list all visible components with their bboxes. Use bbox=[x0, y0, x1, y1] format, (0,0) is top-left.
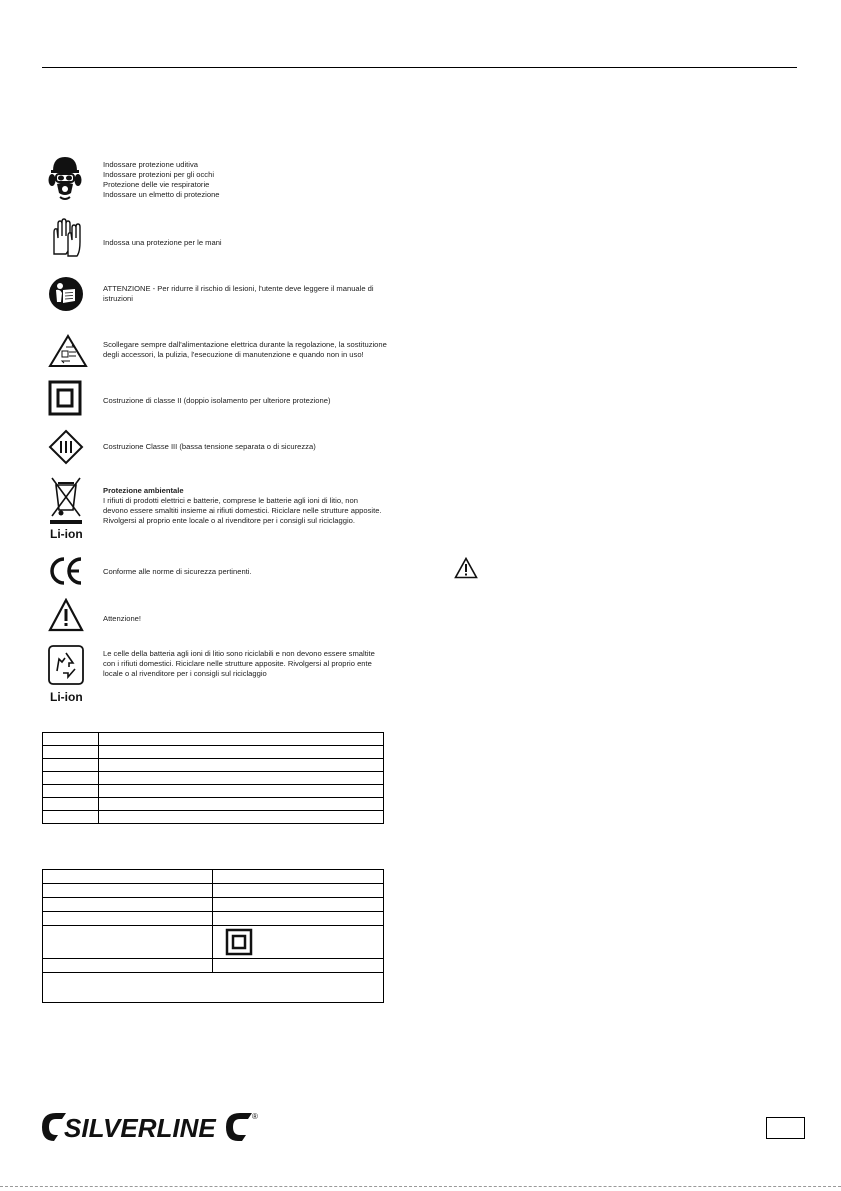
logo-text: SILVERLINE bbox=[64, 1113, 216, 1143]
table-cell bbox=[99, 785, 384, 798]
disconnect-power-icon bbox=[48, 334, 88, 368]
battery-recycle-text bbox=[103, 649, 433, 679]
table-cell bbox=[43, 912, 213, 926]
empty-table-2 bbox=[42, 869, 384, 1003]
ppe-line-hearing: Indossare protezione uditiva bbox=[103, 160, 198, 169]
disconnect-line-1: Scollegare sempre dall'alimentazione elettrica durante la regolazione, la sostituzione bbox=[103, 340, 387, 349]
table-row bbox=[43, 973, 384, 1003]
table-cell bbox=[213, 884, 384, 898]
bottom-dashed-rule bbox=[0, 1186, 841, 1187]
weee-title: Protezione ambientale bbox=[103, 486, 184, 495]
page-number-box bbox=[766, 1117, 805, 1139]
warning-triangle-small-icon bbox=[454, 557, 478, 579]
class2-text bbox=[103, 396, 423, 406]
table-cell bbox=[43, 746, 99, 759]
table-row bbox=[43, 759, 384, 772]
class-ii-small-icon bbox=[225, 928, 255, 956]
class3-line: Costruzione Classe III (bassa tensione separata o di sicurezza) bbox=[103, 442, 316, 451]
table-cell bbox=[43, 898, 213, 912]
table-row bbox=[43, 746, 384, 759]
table-row bbox=[43, 898, 384, 912]
table-cell bbox=[43, 959, 213, 973]
table-row bbox=[43, 926, 384, 959]
table-cell-footnote bbox=[43, 973, 384, 1003]
ppe-line-helmet: Indossare un elmetto di protezione bbox=[103, 190, 220, 199]
class3-text bbox=[103, 442, 423, 452]
gloves-text bbox=[103, 238, 403, 248]
table-cell bbox=[99, 759, 384, 772]
table-row bbox=[43, 733, 384, 746]
table-cell bbox=[213, 912, 384, 926]
ppe-text bbox=[103, 160, 403, 200]
battery-liion-label: Li-ion bbox=[50, 690, 83, 704]
table-cell bbox=[43, 772, 99, 785]
table-row bbox=[43, 912, 384, 926]
table-cell bbox=[43, 870, 213, 884]
weee-bin-icon bbox=[48, 476, 84, 540]
weee-text bbox=[103, 486, 433, 526]
table-row bbox=[43, 798, 384, 811]
ppe-line-eyes: Indossare protezioni per gli occhi bbox=[103, 170, 215, 179]
table-cell bbox=[213, 870, 384, 884]
table-cell bbox=[43, 798, 99, 811]
table-cell bbox=[213, 959, 384, 973]
weee-line-3: Rivolgersi al proprio ente locale o al rivenditore per i consigli sul riciclaggio. bbox=[103, 516, 355, 525]
battery-line-2: con i rifiuti domestici. Riciclare nelle strutture apposite. Rivolgersi al proprio ente bbox=[103, 659, 372, 668]
table-row bbox=[43, 959, 384, 973]
ce-mark-icon bbox=[48, 555, 84, 587]
table-row bbox=[43, 870, 384, 884]
table-cell bbox=[43, 884, 213, 898]
gloves-icon bbox=[48, 218, 84, 258]
battery-line-1: Le celle della batteria agli ioni di litio sono riciclabili e non devono essere smaltite bbox=[103, 649, 375, 658]
ppe-helmet-mask-icon bbox=[48, 153, 82, 203]
battery-line-3: locale o al rivenditore per i consigli sul riciclaggio bbox=[103, 669, 267, 678]
warning-line: Attenzione! bbox=[103, 614, 141, 623]
silverline-logo-mark bbox=[40, 1109, 262, 1145]
table-cell bbox=[99, 772, 384, 785]
disconnect-line-2: degli accessori, la pulizia, l'esecuzione di manutenzione e quando non in uso! bbox=[103, 350, 364, 359]
table-cell bbox=[99, 811, 384, 824]
empty-table-1 bbox=[42, 732, 384, 824]
weee-line-1: I rifiuti di prodotti elettrici e batterie, comprese le batterie agli ioni di litio, non bbox=[103, 496, 358, 505]
gloves-line: Indossa una protezione per le mani bbox=[103, 238, 222, 247]
table-row bbox=[43, 785, 384, 798]
read-manual-icon bbox=[48, 276, 84, 312]
disconnect-text bbox=[103, 340, 433, 360]
table-cell bbox=[99, 746, 384, 759]
table-cell bbox=[99, 798, 384, 811]
table-cell bbox=[43, 733, 99, 746]
table-cell bbox=[43, 785, 99, 798]
manual-line-1: ATTENZIONE - Per ridurre il rischio di lesioni, l'utente deve leggere il manuale di bbox=[103, 284, 374, 293]
silverline-logo bbox=[40, 1109, 262, 1150]
warning-text bbox=[103, 614, 423, 624]
table-cell bbox=[43, 926, 213, 959]
warning-triangle-icon bbox=[48, 598, 84, 632]
table-row bbox=[43, 884, 384, 898]
table-cell bbox=[99, 733, 384, 746]
battery-recycle-icon bbox=[48, 645, 84, 705]
class-iii-icon bbox=[48, 429, 84, 465]
ce-line: Conforme alle norme di sicurezza pertinenti. bbox=[103, 567, 252, 576]
table-row bbox=[43, 811, 384, 824]
class2-line: Costruzione di classe II (doppio isolamento per ulteriore protezione) bbox=[103, 396, 331, 405]
manual-text bbox=[103, 284, 423, 304]
weee-line-2: devono essere smaltiti insieme ai rifiuti domestici. Riciclare nelle strutture apposite. bbox=[103, 506, 382, 515]
ce-text bbox=[103, 567, 423, 577]
class-ii-icon bbox=[48, 380, 82, 416]
table-cell bbox=[43, 811, 99, 824]
header-rule bbox=[42, 67, 797, 68]
ppe-line-respiratory: Protezione delle vie respiratorie bbox=[103, 180, 210, 189]
registered-mark: ® bbox=[252, 1112, 258, 1121]
manual-line-2: istruzioni bbox=[103, 294, 133, 303]
weee-liion-label: Li-ion bbox=[50, 527, 83, 540]
table-row bbox=[43, 772, 384, 785]
table-cell bbox=[43, 759, 99, 772]
table-cell-class-ii bbox=[213, 926, 384, 959]
table-cell bbox=[213, 898, 384, 912]
